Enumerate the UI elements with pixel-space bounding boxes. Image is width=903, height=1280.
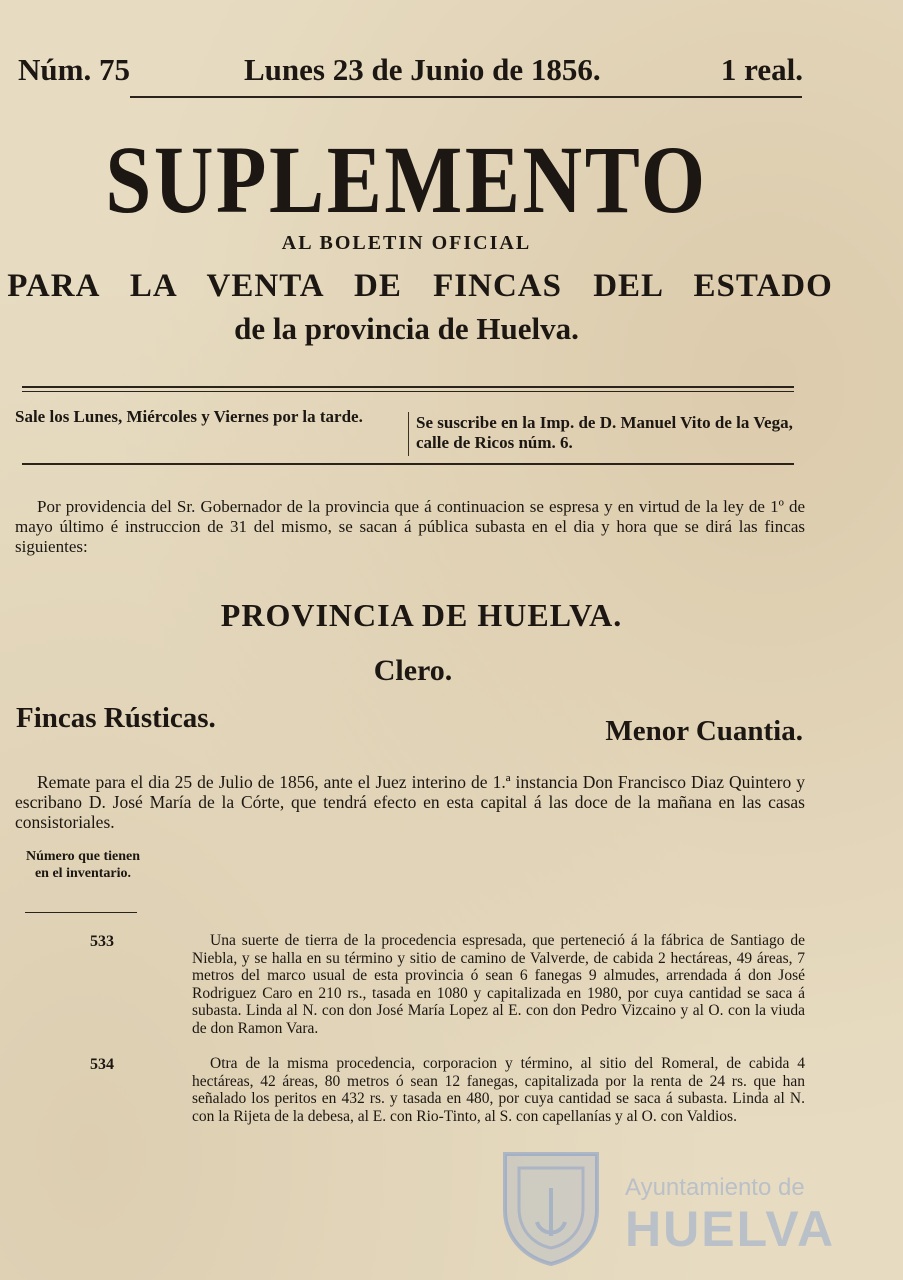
issue-number: Núm. 75 bbox=[18, 52, 130, 87]
subtitle-boletin: AL BOLETIN OFICIAL bbox=[281, 232, 532, 254]
subscription-note: Se suscribe en la Imp. de D. Manuel Vito de la Vega, calle de Ricos núm. 6. bbox=[416, 413, 793, 452]
province-heading: PROVINCIA DE HUELVA. bbox=[220, 597, 623, 633]
entry-text: Una suerte de tierra de la procedencia espresada, que perteneció á la fábrica de Santiago de Niebla, y se halla en su término y sitio de camino de Valverde, de cabida 2 hectáreas, 49 áreas, 7 metros del marco usual de esta provincia ó sean 6 fanegas 9 almudes, arrendada á don José Rodriguez Caro en 210 rs., tasada en 1080 y capitalizada en 1980, por cuya cantidad se saca á subasta. Linda al N. con don José María Lopez al E. con don Pedro Vizcaino y al O. con la viuda de don Ramon Vara. bbox=[192, 932, 805, 1037]
masthead bbox=[18, 52, 803, 92]
newspaper-title: SUPLEMENTO bbox=[105, 126, 708, 233]
archive-watermark bbox=[497, 1148, 836, 1278]
cuantia-heading: Menor Cuantia. bbox=[605, 715, 803, 747]
entry-number: 533 bbox=[90, 933, 114, 950]
header-rule-bottom bbox=[22, 463, 794, 465]
issue-price: 1 real. bbox=[720, 52, 803, 87]
column-header: Número que tienen en el inventario. bbox=[25, 849, 141, 881]
watermark-line1: Ayuntamiento de bbox=[625, 1174, 805, 1201]
entry-text: Otra de la misma procedencia, corporacion y término, al sitio del Romeral, de cabida 4 hectáreas, 42 áreas, 80 metros ó sean 12 fanegas, capitalizada por la renta de 24 rs. que han señalado los peritos en 432 rs. y tasada en 480, por cuya cantidad se saca á subasta. Linda al N. con la Rijeta de la debesa, al E. con Rio-Tinto, al S. con capellanías y al O. con Valdios. bbox=[192, 1055, 805, 1125]
intro-paragraph: Por providencia del Sr. Gobernador de la provincia que á continuacion se espresa y en virtud de la ley de 1º de mayo último é instruccion de 31 del mismo, se sacan á pública subasta en el dia y hora que se dirá las fincas siguientes: bbox=[15, 497, 805, 556]
schedule-note: Sale los Lunes, Miércoles y Viernes por la tarde. bbox=[15, 407, 363, 426]
header-rule-top bbox=[22, 386, 794, 388]
subtitle-venta: PARA LA VENTA DE FINCAS DEL ESTADO bbox=[7, 268, 833, 304]
coat-of-arms-icon bbox=[497, 1148, 605, 1268]
fincas-heading: Fincas Rústicas. bbox=[16, 702, 216, 734]
column-header-rule bbox=[25, 912, 137, 913]
issue-date: Lunes 23 de Junio de 1856. bbox=[244, 52, 601, 87]
masthead-rule bbox=[130, 96, 802, 98]
watermark-line2: HUELVA bbox=[625, 1201, 836, 1257]
entry-number: 534 bbox=[90, 1056, 114, 1073]
auction-paragraph: Remate para el dia 25 de Julio de 1856, ante el Juez interino de 1.ª instancia Don Francisco Diaz Quintero y escribano D. José María de la Córte, que tendrá efecto en esta capital á las doce de la mañana en las casas consistoriales. bbox=[15, 772, 805, 832]
category-heading: Clero. bbox=[373, 654, 453, 687]
info-divider bbox=[408, 412, 409, 456]
header-rule-top-thin bbox=[22, 391, 794, 392]
subtitle-provincia: de la provincia de Huelva. bbox=[234, 311, 579, 346]
